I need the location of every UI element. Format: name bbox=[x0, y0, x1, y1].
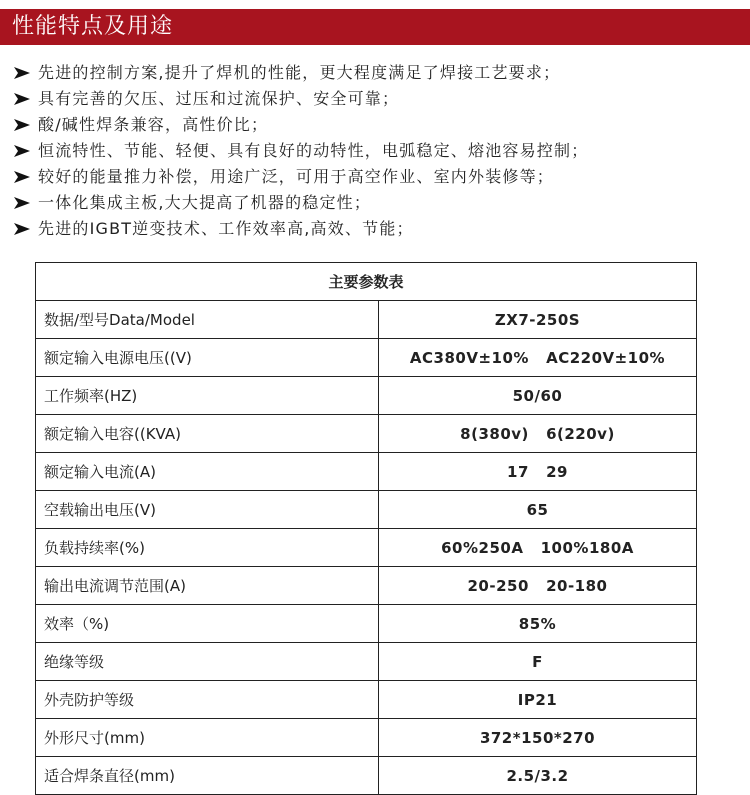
table-row bbox=[36, 453, 697, 491]
row-value: ZX7-250S bbox=[379, 301, 697, 339]
table-row bbox=[36, 719, 697, 757]
row-value: 50/60 bbox=[379, 377, 697, 415]
row-label: 输出电流调节范围(A) bbox=[36, 567, 379, 605]
arrow-bullet-icon bbox=[14, 197, 30, 209]
row-label: 额定输入电流(A) bbox=[36, 453, 379, 491]
row-label: 负载持续率(%) bbox=[36, 529, 379, 567]
feature-text: 具有完善的欠压、过压和过流保护、安全可靠； bbox=[38, 89, 400, 108]
row-label: 外壳防护等级 bbox=[36, 681, 379, 719]
feature-item bbox=[14, 190, 744, 216]
row-value: IP21 bbox=[379, 681, 697, 719]
table-row bbox=[36, 301, 697, 339]
table-row bbox=[36, 529, 697, 567]
section-title: 性能特点及用途 bbox=[0, 9, 218, 45]
table-header-row bbox=[36, 263, 697, 301]
feature-item bbox=[14, 112, 744, 138]
table-title: 主要参数表 bbox=[36, 263, 697, 301]
arrow-bullet-icon bbox=[14, 67, 30, 79]
spec-table bbox=[35, 262, 697, 795]
feature-item bbox=[14, 86, 744, 112]
feature-text: 酸/碱性焊条兼容，高性价比； bbox=[38, 115, 269, 134]
arrow-bullet-icon bbox=[14, 93, 30, 105]
feature-item bbox=[14, 164, 744, 190]
section-header bbox=[0, 9, 750, 45]
feature-item bbox=[14, 60, 744, 86]
table-row bbox=[36, 643, 697, 681]
feature-text: 恒流特性、节能、轻便、具有良好的动特性，电弧稳定、熔池容易控制； bbox=[38, 141, 589, 160]
feature-text: 较好的能量推力补偿，用途广泛，可用于高空作业、室内外装修等； bbox=[38, 167, 555, 186]
row-value: 20-250 20-180 bbox=[379, 567, 697, 605]
table-row bbox=[36, 567, 697, 605]
row-label: 适合焊条直径(mm) bbox=[36, 757, 379, 795]
feature-item bbox=[14, 216, 744, 242]
row-value: F bbox=[379, 643, 697, 681]
arrow-bullet-icon bbox=[14, 223, 30, 235]
row-label: 额定输入电容((KVA) bbox=[36, 415, 379, 453]
arrow-bullet-icon bbox=[14, 171, 30, 183]
row-label: 效率（%) bbox=[36, 605, 379, 643]
row-value: 2.5/3.2 bbox=[379, 757, 697, 795]
row-value: 372*150*270 bbox=[379, 719, 697, 757]
table-row bbox=[36, 757, 697, 795]
feature-text: 先进的IGBT逆变技术、工作效率高,高效、节能； bbox=[38, 219, 414, 238]
table-row bbox=[36, 339, 697, 377]
header-rule bbox=[232, 39, 750, 45]
spec-table-container bbox=[35, 262, 697, 795]
row-value: 65 bbox=[379, 491, 697, 529]
feature-text: 先进的控制方案,提升了焊机的性能，更大程度满足了焊接工艺要求； bbox=[38, 63, 561, 82]
row-label: 数据/型号Data/Model bbox=[36, 301, 379, 339]
table-row bbox=[36, 681, 697, 719]
row-label: 空载输出电压(V) bbox=[36, 491, 379, 529]
row-value: 17 29 bbox=[379, 453, 697, 491]
row-label: 绝缘等级 bbox=[36, 643, 379, 681]
row-value: 60%250A 100%180A bbox=[379, 529, 697, 567]
row-value: 85% bbox=[379, 605, 697, 643]
table-row bbox=[36, 415, 697, 453]
row-value: AC380V±10% AC220V±10% bbox=[379, 339, 697, 377]
table-row bbox=[36, 491, 697, 529]
row-label: 额定输入电源电压((V) bbox=[36, 339, 379, 377]
row-label: 工作频率(HZ) bbox=[36, 377, 379, 415]
row-value: 8(380v) 6(220v) bbox=[379, 415, 697, 453]
table-row bbox=[36, 377, 697, 415]
feature-list bbox=[14, 60, 744, 242]
arrow-bullet-icon bbox=[14, 145, 30, 157]
feature-text: 一体化集成主板,大大提高了机器的稳定性； bbox=[38, 193, 372, 212]
feature-item bbox=[14, 138, 744, 164]
table-row bbox=[36, 605, 697, 643]
header-notch bbox=[218, 9, 232, 45]
row-label: 外形尺寸(mm) bbox=[36, 719, 379, 757]
arrow-bullet-icon bbox=[14, 119, 30, 131]
